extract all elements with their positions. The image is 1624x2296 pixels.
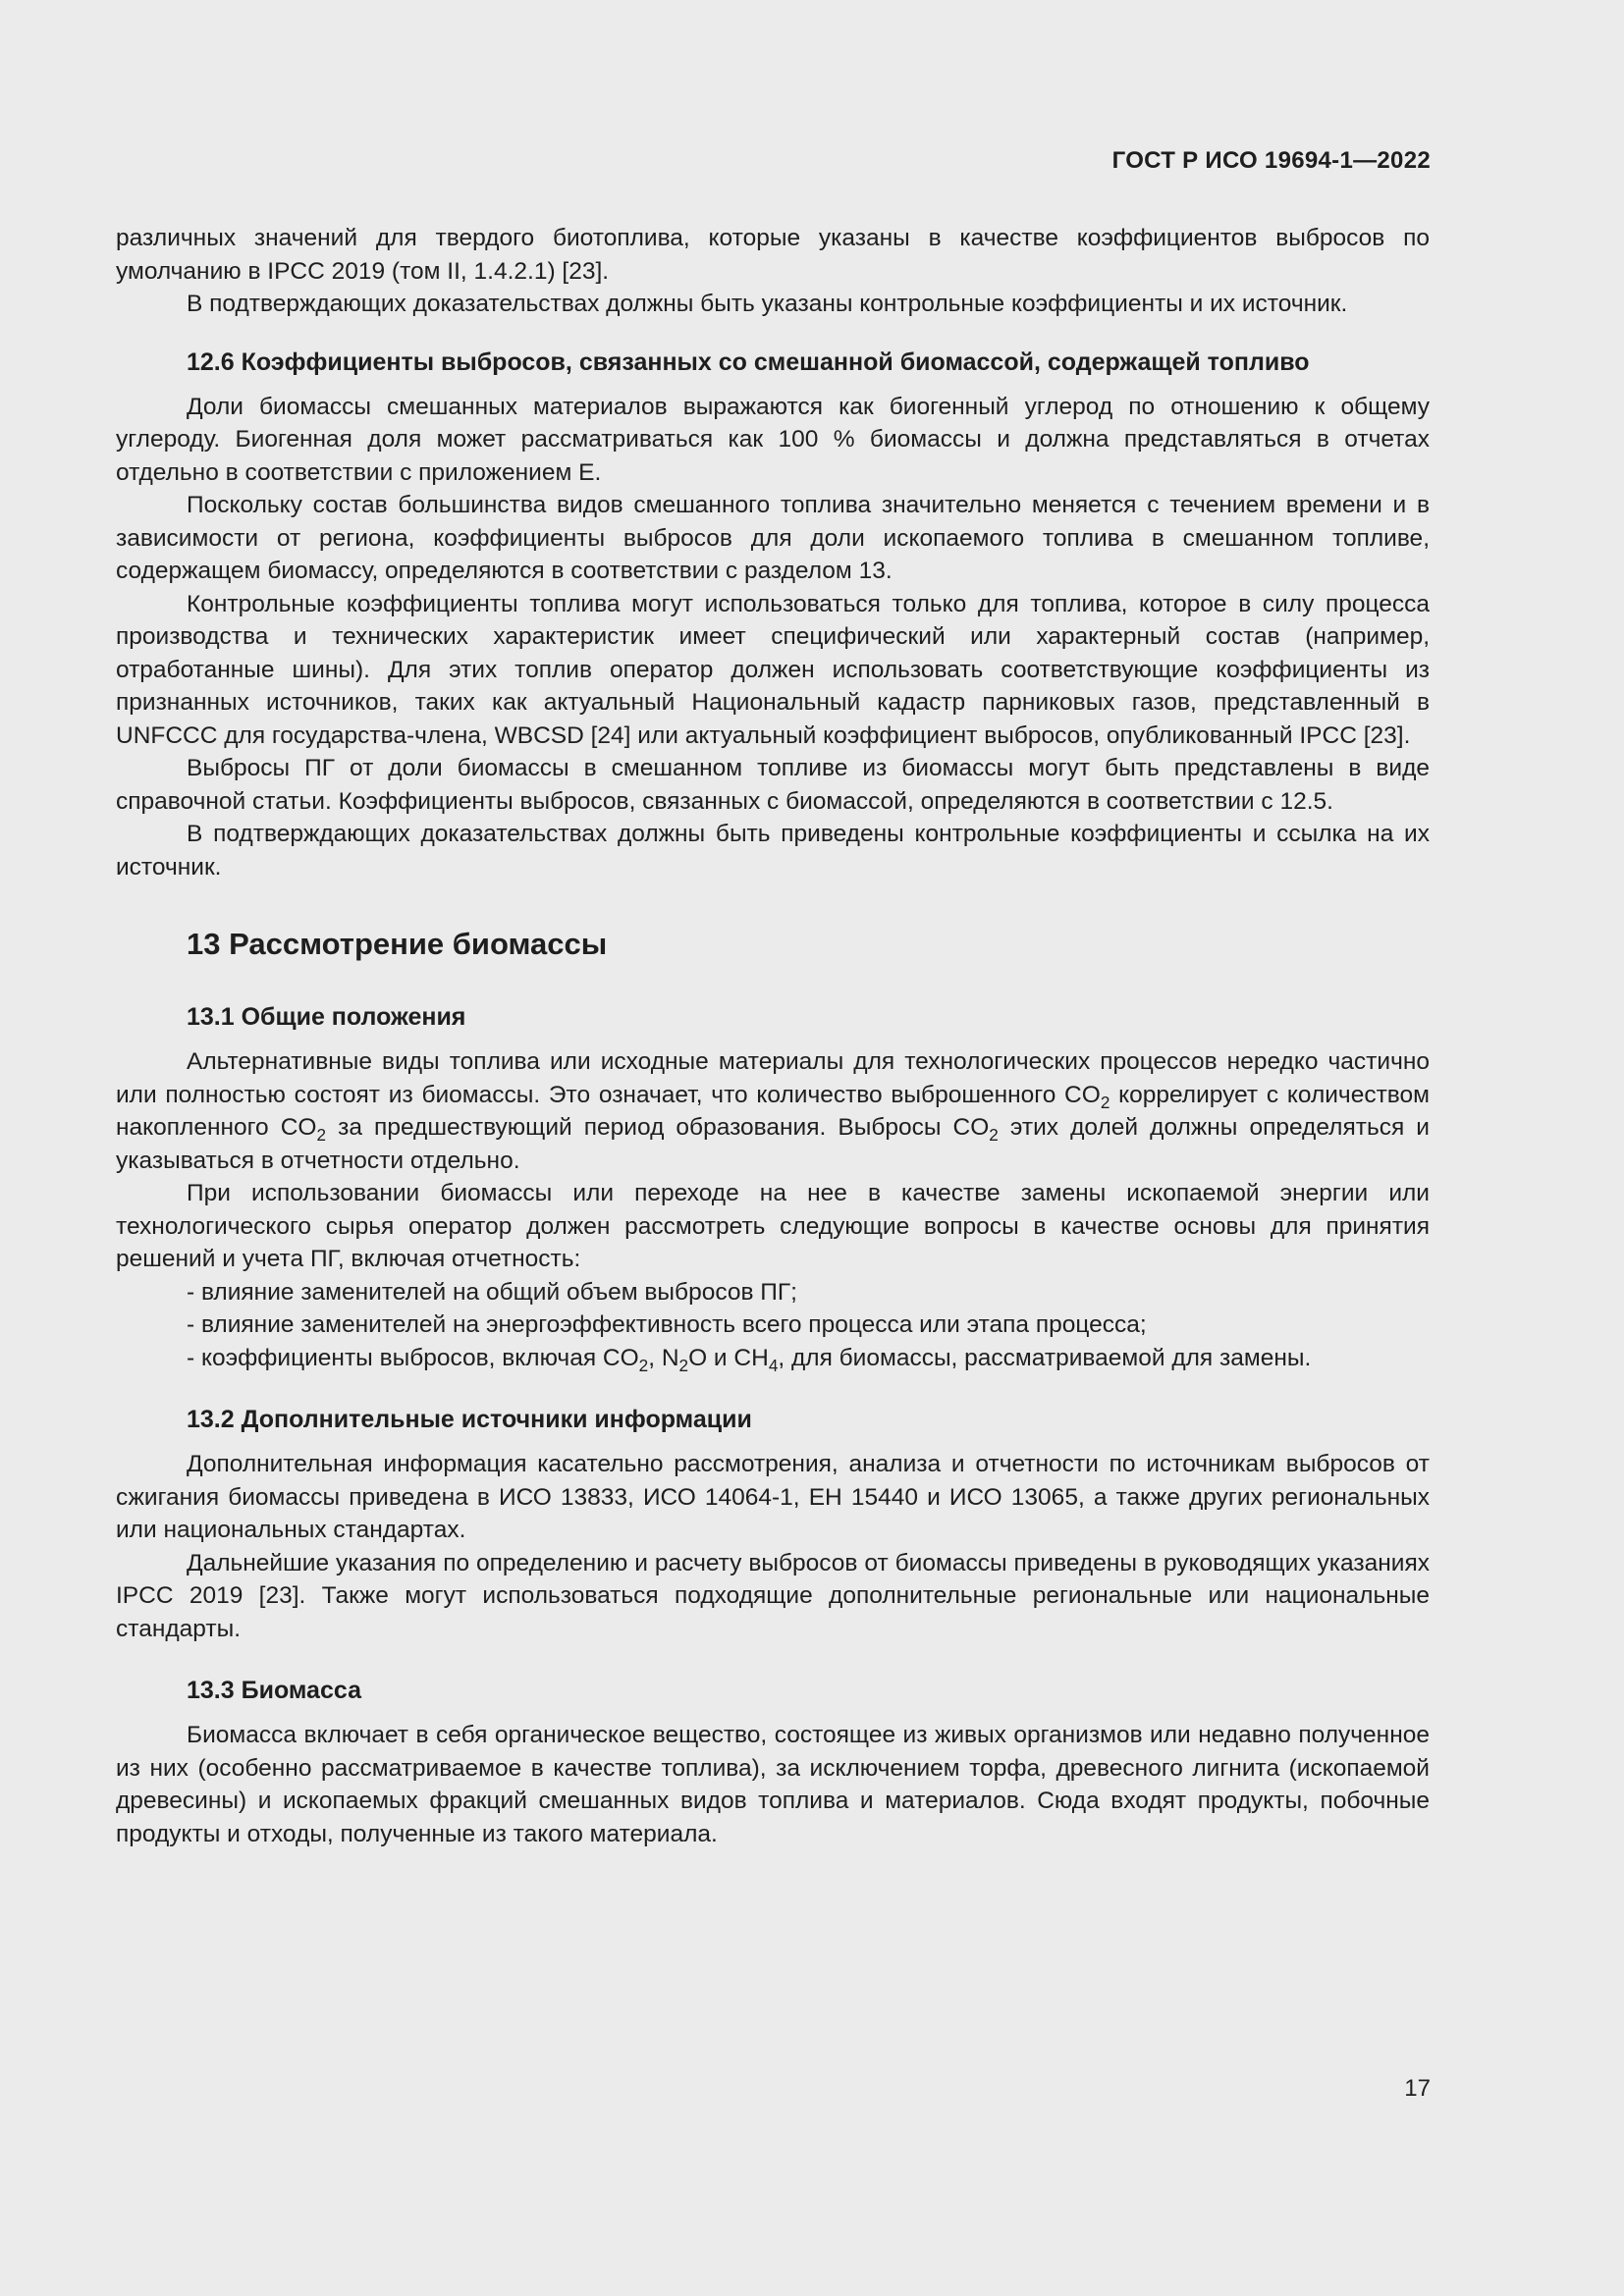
paragraph: различных значений для твердого биотоплива, которые указаны в качестве коэффициентов выбросов по умолчанию в IPCC 2019 (том II, 1.4.2.1) [23]. bbox=[116, 225, 1430, 285]
section-heading-13-1: 13.1 Общие положения bbox=[187, 1003, 466, 1031]
document-code-header: ГОСТ Р ИСО 19694-1—2022 bbox=[1111, 147, 1431, 174]
section-heading-13-2: 13.2 Дополнительные источники информации bbox=[187, 1406, 752, 1433]
document-body bbox=[116, 222, 1430, 1850]
paragraph: Поскольку состав большинства видов смешанного топлива значительно меняется с течением времени и в зависимости от региона, коэффициенты выбросов для доли ископаемого топлива в смешанном топливе, содержащем биомассу, определяются в соответствии с разделом 13. bbox=[116, 492, 1430, 584]
list-item: - влияние заменителей на общий объем выбросов ПГ; bbox=[187, 1278, 797, 1306]
section-heading-13-3: 13.3 Биомасса bbox=[187, 1677, 361, 1704]
list-item: - коэффициенты выбросов, включая $CO_2$, $N_2O$ и $CH_4$, для биомассы, рассматриваемой для замены. bbox=[187, 1344, 1312, 1375]
paragraph: Доли биомассы смешанных материалов выражаются как биогенный углерод по отношению к общему углероду. Биогенная доля может рассматриваться как 100 % биомассы и должна представляться в отчетах отдельно в соответствии с приложением Е. bbox=[116, 393, 1430, 486]
list-item: - влияние заменителей на энергоэффективность всего процесса или этапа процесса; bbox=[187, 1311, 1147, 1338]
section-heading-12-6: 12.6 Коэффициенты выбросов, связанных со смешанной биомассой, содержащей топливо bbox=[187, 347, 1310, 376]
page-number: 17 bbox=[1404, 2075, 1431, 2102]
paragraph: В подтверждающих доказательствах должны быть указаны контрольные коэффициенты и их источник. bbox=[187, 291, 1348, 317]
paragraph: Выбросы ПГ от доли биомассы в смешанном топливе из биомассы могут быть представлены в виде справочной статьи. Коэффициенты выбросов, связанных с биомассой, определяются в соответствии с 12.5. bbox=[116, 755, 1430, 815]
paragraph: Дальнейшие указания по определению и расчету выбросов от биомассы приведены в руководящих указаниях IPCC 2019 [23]. Также могут использоваться подходящие дополнительные региональные или национальные стандарты. bbox=[116, 1549, 1430, 1642]
paragraph: Альтернативные виды топлива или исходные материалы для технологических процессов нередко частично или полностью состоят из биомассы. Это означает, что количество выброшенного $CO_2$ коррелирует с количеством накопленного $CO_2$ за предшествующий период образования. Выбросы $CO_2$ этих долей должны определяться и указываться в отчетности отдельно. bbox=[116, 1048, 1430, 1174]
paragraph: Дополнительная информация касательно рассмотрения, анализа и отчетности по источникам выбросов от сжигания биомассы приведена в ИСО 13833, ИСО 14064-1, ЕН 15440 и ИСО 13065, а также других региональных или национальных стандартах. bbox=[116, 1451, 1430, 1543]
paragraph: Контрольные коэффициенты топлива могут использоваться только для топлива, которое в силу процесса производства и технических характеристик имеет специфический или характерный состав (например, отработанные шины). Для этих топлив оператор должен использовать соответствующие коэффициенты из признанных источников, таких как актуальный Национальный кадастр парниковых газов, представленный в UNFCCC для государства-члена, WBCSD [24] или актуальный коэффициент выбросов, опубликованный IPCC [23]. bbox=[116, 590, 1430, 749]
paragraph: В подтверждающих доказательствах должны быть приведены контрольные коэффициенты и ссылка на их источник. bbox=[116, 821, 1430, 881]
paragraph: При использовании биомассы или переходе на нее в качестве замены ископаемой энергии или технологического сырья оператор должен рассмотреть следующие вопросы в качестве основы для принятия решений и учета ПГ, включая отчетность: bbox=[116, 1180, 1430, 1272]
section-heading-13: 13 Рассмотрение биомассы bbox=[187, 927, 608, 961]
paragraph: Биомасса включает в себя органическое вещество, состоящее из живых организмов или недавно полученное из них (особенно рассматриваемое в качестве топлива), за исключением торфа, древесного лигнита (ископаемой древесины) и ископаемых фракций смешанных видов топлива и материалов. Сюда входят продукты, побочные продукты и отходы, полученные из такого материала. bbox=[116, 1722, 1430, 1847]
